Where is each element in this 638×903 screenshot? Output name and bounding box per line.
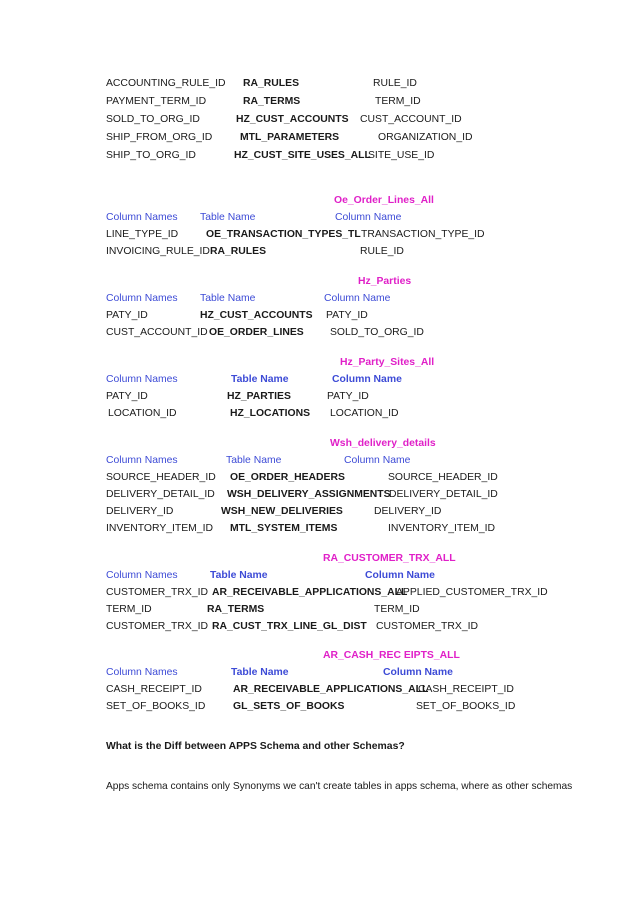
column-name-cell: PATY_ID bbox=[106, 310, 148, 321]
table-name-cell: OE_ORDER_LINES bbox=[209, 327, 304, 338]
column-name-cell: CASH_RECEIPT_ID bbox=[418, 684, 514, 695]
table-name-cell: RA_CUST_TRX_LINE_GL_DIST bbox=[212, 621, 367, 632]
column-name-cell: SET_OF_BOOKS_ID bbox=[416, 701, 516, 712]
column-name-cell: LOCATION_ID bbox=[108, 408, 177, 419]
column-name-cell: ORGANIZATION_ID bbox=[378, 132, 473, 143]
question-heading: What is the Diff between APPS Schema and other Schemas? bbox=[106, 741, 405, 752]
column-name-cell: SOLD_TO_ORG_ID bbox=[330, 327, 424, 338]
column-name-cell: APPLIED_CUSTOMER_TRX_ID bbox=[396, 587, 548, 598]
column-name-cell: PAYMENT_TERM_ID bbox=[106, 96, 207, 107]
column-name-cell: RULE_ID bbox=[373, 78, 417, 89]
header-column-name: Column Name bbox=[335, 212, 402, 223]
section-title: Wsh_delivery_details bbox=[330, 438, 436, 449]
column-name-cell: SHIP_TO_ORG_ID bbox=[106, 150, 196, 161]
header-column-names: Column Names bbox=[106, 667, 178, 678]
column-name-cell: SET_OF_BOOKS_ID bbox=[106, 701, 206, 712]
section-title: RA_CUSTOMER_TRX_ALL bbox=[323, 553, 456, 564]
table-name-cell: HZ_CUST_ACCOUNTS bbox=[236, 114, 349, 125]
table-name-cell: RA_TERMS bbox=[207, 604, 265, 615]
header-column-name: Column Name bbox=[344, 455, 411, 466]
table-name-cell: HZ_LOCATIONS bbox=[230, 408, 311, 419]
table-name-cell: HZ_CUST_ACCOUNTS bbox=[200, 310, 313, 321]
table-name-cell: HZ_PARTIES bbox=[227, 391, 291, 402]
header-table-name: Table Name bbox=[200, 212, 256, 223]
header-column-name: Column Name bbox=[324, 293, 391, 304]
table-name-cell: AR_RECEIVABLE_APPLICATIONS_ALL bbox=[212, 587, 408, 598]
answer-text: Apps schema contains only Synonyms we can't create tables in apps schema, where as other schemas bbox=[106, 781, 573, 792]
column-name-cell: DELIVERY_DETAIL_ID bbox=[389, 489, 498, 500]
table-name-cell: RA_TERMS bbox=[243, 96, 301, 107]
table-name-cell: OE_ORDER_HEADERS bbox=[230, 472, 345, 483]
section-title: Hz_Party_Sites_All bbox=[340, 357, 435, 368]
column-name-cell: TERM_ID bbox=[374, 604, 420, 615]
column-name-cell: TERM_ID bbox=[375, 96, 421, 107]
column-name-cell: INVOICING_RULE_ID bbox=[106, 246, 210, 257]
table-name-cell: MTL_PARAMETERS bbox=[240, 132, 340, 143]
column-name-cell: SOURCE_HEADER_ID bbox=[388, 472, 498, 483]
column-name-cell: TRANSACTION_TYPE_ID bbox=[361, 229, 485, 240]
header-column-names: Column Names bbox=[106, 293, 178, 304]
header-column-name: Column Name bbox=[365, 570, 435, 581]
table-name-cell: GL_SETS_OF_BOOKS bbox=[233, 701, 345, 712]
column-name-cell: LINE_TYPE_ID bbox=[106, 229, 179, 240]
table-name-cell: AR_RECEIVABLE_APPLICATIONS_ALL bbox=[233, 684, 429, 695]
column-name-cell: INVENTORY_ITEM_ID bbox=[106, 523, 214, 534]
header-column-names: Column Names bbox=[106, 374, 178, 385]
column-name-cell: CUSTOMER_TRX_ID bbox=[106, 621, 208, 632]
column-name-cell: DELIVERY_ID bbox=[106, 506, 174, 517]
column-name-cell: LOCATION_ID bbox=[330, 408, 399, 419]
column-name-cell: CUSTOMER_TRX_ID bbox=[106, 587, 208, 598]
column-name-cell: SOLD_TO_ORG_ID bbox=[106, 114, 200, 125]
section-title: Hz_Parties bbox=[358, 276, 412, 287]
table-name-cell: MTL_SYSTEM_ITEMS bbox=[230, 523, 338, 534]
header-table-name: Table Name bbox=[226, 455, 282, 466]
table-name-cell: RA_RULES bbox=[243, 78, 300, 89]
column-name-cell: PATY_ID bbox=[106, 391, 148, 402]
column-name-cell: RULE_ID bbox=[360, 246, 404, 257]
section-title: AR_CASH_REC EIPTS_ALL bbox=[323, 650, 460, 661]
column-name-cell: CUSTOMER_TRX_ID bbox=[376, 621, 478, 632]
column-name-cell: SHIP_FROM_ORG_ID bbox=[106, 132, 213, 143]
header-table-name: Table Name bbox=[200, 293, 256, 304]
table-name-cell: WSH_NEW_DELIVERIES bbox=[221, 506, 343, 517]
table-name-cell: RA_RULES bbox=[210, 246, 267, 257]
column-name-cell: PATY_ID bbox=[326, 310, 368, 321]
section-title: Oe_Order_Lines_All bbox=[334, 195, 434, 206]
header-column-name: Column Name bbox=[383, 667, 453, 678]
column-name-cell: SITE_USE_ID bbox=[368, 150, 435, 161]
header-column-names: Column Names bbox=[106, 570, 178, 581]
column-name-cell: CASH_RECEIPT_ID bbox=[106, 684, 202, 695]
header-table-name: Table Name bbox=[231, 667, 289, 678]
column-name-cell: DELIVERY_ID bbox=[374, 506, 442, 517]
header-column-names: Column Names bbox=[106, 455, 178, 466]
column-name-cell: SOURCE_HEADER_ID bbox=[106, 472, 216, 483]
table-name-cell: HZ_CUST_SITE_USES_ALL bbox=[234, 150, 371, 161]
header-table-name: Table Name bbox=[210, 570, 268, 581]
table-name-cell: OE_TRANSACTION_TYPES_TL bbox=[206, 229, 361, 240]
column-name-cell: INVENTORY_ITEM_ID bbox=[388, 523, 496, 534]
column-name-cell: CUST_ACCOUNT_ID bbox=[360, 114, 462, 125]
header-column-name: Column Name bbox=[332, 374, 402, 385]
header-column-names: Column Names bbox=[106, 212, 178, 223]
column-name-cell: TERM_ID bbox=[106, 604, 152, 615]
column-name-cell: PATY_ID bbox=[327, 391, 369, 402]
table-name-cell: WSH_DELIVERY_ASSIGNMENTS bbox=[227, 489, 391, 500]
column-name-cell: DELIVERY_DETAIL_ID bbox=[106, 489, 215, 500]
column-name-cell: ACCOUNTING_RULE_ID bbox=[106, 78, 226, 89]
column-name-cell: CUST_ACCOUNT_ID bbox=[106, 327, 208, 338]
header-table-name: Table Name bbox=[231, 374, 289, 385]
